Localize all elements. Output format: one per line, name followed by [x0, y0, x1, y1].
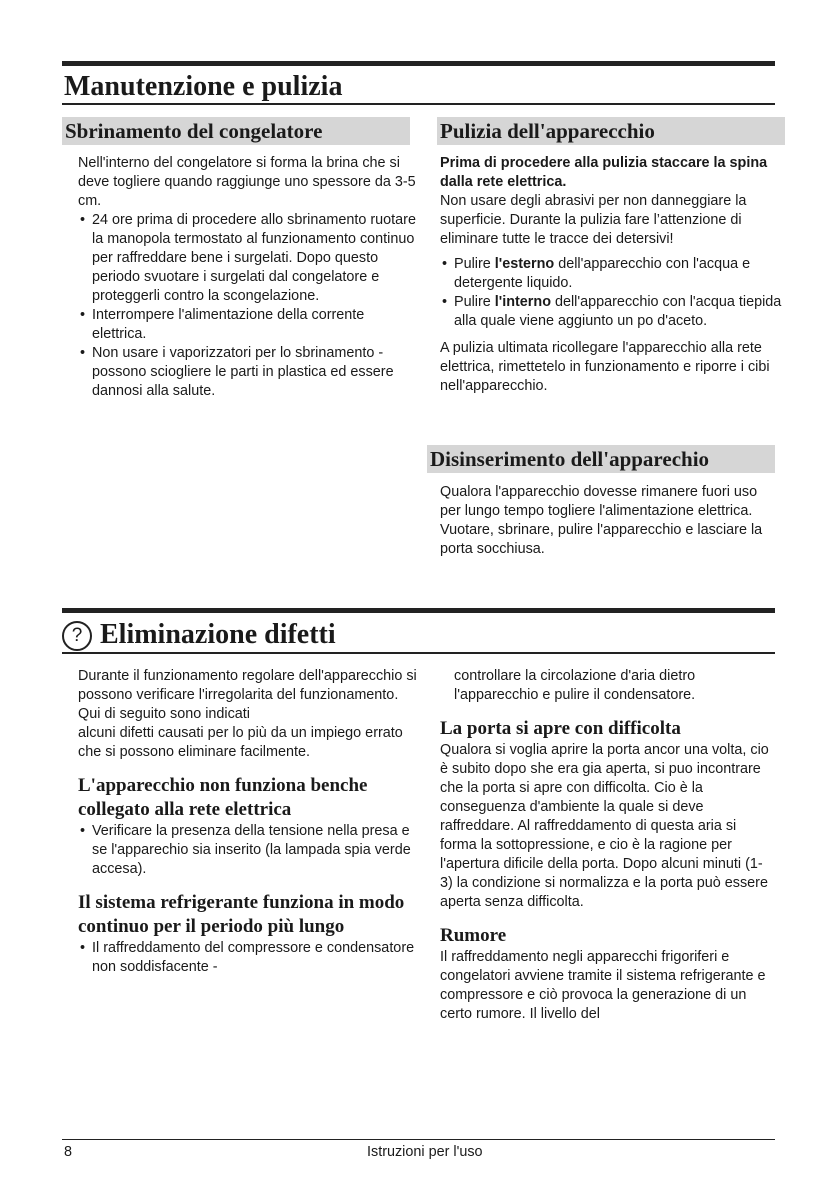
- rumore-text: Il raffreddamento negli apparecchi frigoriferi e congelatori avviene tramite il sistema refrigerante e compressore e ciò provoca la generazione di un certo rumore. Il livello del: [440, 949, 766, 1022]
- funziona-continuo-bullets: [78, 939, 418, 977]
- sbrinamento-heading: Sbrinamento del congelatore: [65, 119, 323, 143]
- non-funziona-heading: L'apparecchio non funziona benche collegato alla rete elettrica: [78, 775, 368, 820]
- sbrinamento-body: [78, 154, 418, 401]
- pulizia-warning: Prima di procedere alla pulizia staccare la spina dalla rete elettrica.: [440, 155, 768, 190]
- pulizia-heading: Pulizia dell'apparecchio: [440, 119, 655, 143]
- sbrinamento-bullet-2: • Interrompere l'alimentazione della corrente elettrica.: [78, 306, 418, 344]
- sbrinamento-bullet-1: • 24 ore prima di procedere allo sbrinamento ruotare la manopola termostato al funzionamento continuo per raffreddare bene i surgelati. Dopo questo periodo svuotare i surgelati dal congelatore e proteggerli contro la scongelazione.: [78, 211, 418, 306]
- difetti-left-column: [78, 667, 418, 977]
- pulizia-bullet-interno: • Pulire l'interno dell'apparecchio con l'acqua tiepida alla quale viene aggiunto un po d'aceto.: [440, 293, 785, 331]
- footer-title: Istruzioni per l'uso: [367, 1144, 483, 1160]
- non-funziona-bullet: • Verificare la presenza della tensione nella presa e se l'apparechio sia inserito (la lampada spia verde accesa).: [78, 822, 418, 879]
- sbrinamento-intro: Nell'interno del congelatore si forma la brina che si deve togliere quando raggiunge uno spessore da 3-5 cm.: [78, 155, 416, 209]
- difetti-intro-2: alcuni difetti causati per lo più da un impiego errato che si possono eliminare facilmente.: [78, 725, 403, 760]
- disinserimento-heading-bar: [427, 445, 775, 473]
- pulizia-bullet-esterno: • Pulire l'esterno dell'apparecchio con l'acqua e detergente liquido.: [440, 255, 785, 293]
- section1-top-rule: [62, 61, 775, 66]
- disinserimento-heading: Disinserimento dell'apparechio: [430, 447, 710, 471]
- funziona-continuo-bullet: • Il raffreddamento del compressore e condensatore non soddisfacente -: [78, 939, 418, 977]
- porta-heading: La porta si apre con difficolta: [440, 718, 681, 739]
- pulizia-body: [440, 154, 785, 396]
- funziona-continuo-continued: controllare la circolazione d'aria dietro l'apparecchio e pulire il condensatore.: [454, 668, 696, 703]
- pulizia-closing: A pulizia ultimata ricollegare l'apparecchio alla rete elettrica, rimettetelo in funzionamento e riporre i cibi nell'apparecchio.: [440, 340, 770, 394]
- section2-title: Eliminazione difetti: [100, 619, 336, 650]
- footer-rule: [62, 1139, 775, 1140]
- porta-text: Qualora si voglia aprire la porta ancor una volta, cio è subito dopo she era gia aperta, si puo incontrare che la porta si apre con difficolta. Cio è la conseguenza d'ambiente la quale si deve raffreddare. Al raffreddamento di questa aria si forma la sottopressione, e cio è la ragione per l'apertura dificile della porta. Dopo alcuni minuti (1-3) la condizione si normalizza e la porta può essere aperta senza difficolta.: [440, 742, 769, 910]
- pulizia-heading-bar: [437, 117, 785, 145]
- pulizia-note: Non usare degli abrasivi per non danneggiare la superficie. Durante la pulizia fare l’attenzione di eliminare tutte le tracce dei detersivi!: [440, 193, 747, 247]
- section2-bottom-rule: [62, 652, 775, 654]
- difetti-right-column: [440, 667, 772, 1024]
- difetti-intro-1: Durante il funzionamento regolare dell'apparecchio si possono verificare l'irregolarita del funzionamento. Qui di seguito sono indicati: [78, 668, 417, 722]
- section2-top-rule: [62, 608, 775, 613]
- funziona-continuo-heading: Il sistema refrigerante funziona in modo continuo per il periodo più lungo: [78, 892, 405, 937]
- section2-title-wrap: [62, 618, 336, 652]
- disinserimento-body: [440, 483, 780, 559]
- disinserimento-text: Qualora l'apparecchio dovesse rimanere fuori uso per lungo tempo togliere l'alimentazione elettrica. Vuotare, sbrinare, pulire l'apparecchio e lasciare la porta socchiusa.: [440, 484, 763, 557]
- section1-title: Manutenzione e pulizia: [64, 71, 343, 102]
- page-number: 8: [64, 1144, 73, 1160]
- sbrinamento-heading-bar: [62, 117, 410, 145]
- section1-bottom-rule: [62, 103, 775, 105]
- non-funziona-bullets: [78, 822, 418, 879]
- pulizia-bullets: [440, 255, 785, 331]
- sbrinamento-bullets: [78, 211, 418, 401]
- sbrinamento-bullet-3: • Non usare i vaporizzatori per lo sbrinamento - possono sciogliere le parti in plastica ed essere dannosi alla salute.: [78, 344, 418, 401]
- rumore-heading: Rumore: [440, 925, 507, 946]
- question-circle-icon: ?: [62, 621, 92, 651]
